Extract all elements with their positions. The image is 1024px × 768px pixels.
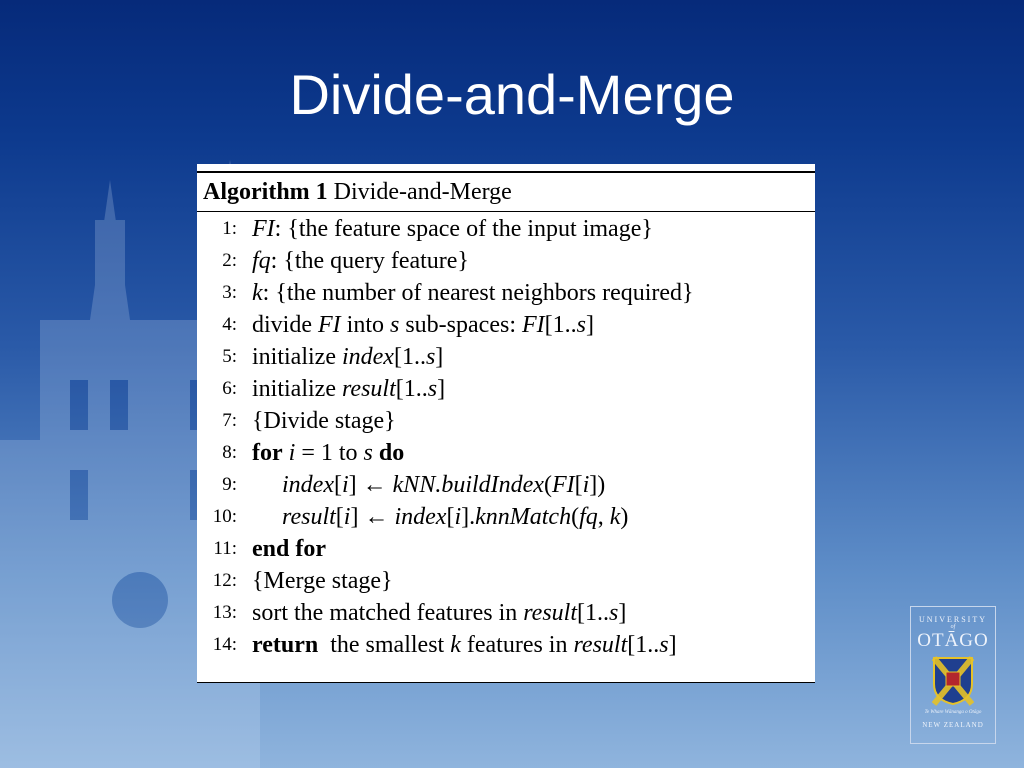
line-text: [ (333, 472, 342, 498)
line-text: {Merge stage} (252, 568, 393, 594)
algorithm-box (197, 164, 815, 683)
math-var: i (341, 472, 349, 498)
line-text: [ (574, 472, 583, 498)
line-number: 13: (212, 602, 237, 623)
algorithm-line (197, 437, 815, 469)
math-var: knnMatch (475, 504, 572, 530)
line-text: ( (543, 472, 552, 498)
math-var: result (341, 376, 396, 402)
line-text: [1.. (627, 632, 660, 658)
algorithm-line (197, 597, 815, 629)
keyword: return (252, 632, 319, 658)
line-text: ] ← (350, 504, 395, 530)
math-var: result (282, 504, 336, 530)
line-text: {Divide stage} (252, 408, 396, 434)
math-var: s (427, 376, 438, 402)
line-text: ( (571, 504, 580, 530)
line-number: 9: (222, 474, 237, 495)
algorithm-line (197, 469, 815, 501)
line-text: ]) (589, 472, 606, 498)
line-text: : {the number of nearest neighbors required} (262, 280, 694, 306)
math-var: FI (318, 312, 341, 338)
algorithm-line (197, 501, 815, 533)
line-text: initialize (252, 376, 342, 402)
math-var: k (450, 632, 461, 658)
math-var: fq (579, 504, 598, 530)
math-var: s (609, 600, 619, 626)
line-number: 10: (212, 506, 237, 527)
line-text: divide (252, 312, 318, 338)
line-number: 14: (212, 634, 237, 655)
math-var: i (343, 504, 351, 530)
math-var: result (573, 632, 628, 658)
algorithm-line (197, 629, 815, 661)
logo-university-text: UNIVERSITY (919, 615, 987, 624)
math-var: fq (252, 248, 271, 274)
algorithm-label: Algorithm 1 (203, 179, 328, 205)
math-var: FI (551, 472, 575, 498)
line-text: sort the matched features in (252, 600, 524, 626)
line-text: ] ← (348, 472, 393, 498)
line-number: 8: (222, 442, 237, 463)
line-number: 2: (222, 250, 237, 271)
math-var: k (252, 280, 263, 306)
line-text: [1.. (577, 600, 610, 626)
line-number: 11: (213, 538, 237, 559)
line-text: : {the feature space of the input image} (274, 216, 653, 242)
line-number: 6: (222, 378, 237, 399)
bottom-rule (197, 682, 815, 683)
algorithm-name: Divide-and-Merge (333, 179, 512, 205)
line-text: , (597, 504, 610, 530)
logo-tagline: Te Whare Wānanga o Otāgo (924, 710, 982, 715)
line-text: into (340, 312, 390, 338)
line-text: initialize (252, 344, 342, 370)
keyword: for (252, 440, 283, 466)
algorithm-line (197, 373, 815, 405)
line-text: = 1 to (295, 440, 364, 466)
logo-country-text: NEW ZEALAND (922, 721, 984, 729)
line-text: [ (335, 504, 344, 530)
keyword: do (378, 440, 405, 466)
line-number: 4: (222, 314, 237, 335)
slide-title: Divide-and-Merge (289, 63, 735, 126)
line-number: 3: (222, 282, 237, 303)
line-text: features in (460, 632, 574, 658)
math-var: s (363, 440, 373, 466)
math-var: i (454, 504, 462, 530)
line-text: ] (435, 344, 444, 370)
line-text: ) (620, 504, 629, 530)
line-text: ] (618, 600, 627, 626)
university-logo (910, 606, 996, 744)
line-number: 7: (222, 410, 237, 431)
algorithm-line (197, 533, 815, 565)
logo-of-text: of (950, 624, 956, 630)
line-text: [1.. (544, 312, 577, 338)
math-var: FI (521, 312, 545, 338)
math-var: index (394, 504, 447, 530)
line-text: [ (446, 504, 455, 530)
algorithm-line (197, 213, 815, 245)
math-var: s (425, 344, 436, 370)
math-var: i (582, 472, 590, 498)
algorithm-lines (197, 213, 815, 661)
line-text: [1.. (395, 376, 428, 402)
math-var: s (576, 312, 586, 338)
keyword: end for (252, 536, 326, 562)
algorithm-line (197, 277, 815, 309)
algorithm-header (197, 171, 815, 212)
line-text: ] (585, 312, 594, 338)
math-var: result (523, 600, 578, 626)
math-var: s (659, 632, 669, 658)
crest-icon (932, 656, 974, 706)
line-text: ]. (461, 504, 476, 530)
logo-otago-text: OTĀGO (917, 630, 989, 651)
math-var: index (341, 344, 394, 370)
math-var: i (288, 440, 296, 466)
algorithm-line (197, 309, 815, 341)
line-text: : {the query feature} (270, 248, 469, 274)
line-text: sub-spaces: (399, 312, 522, 338)
line-text: ] (437, 376, 446, 402)
line-text: the smallest (318, 632, 451, 658)
math-var: kNN.buildIndex (392, 472, 544, 498)
math-var: FI (252, 216, 275, 242)
line-number: 12: (212, 570, 237, 591)
math-var: index (282, 472, 334, 498)
algorithm-line (197, 245, 815, 277)
line-number: 5: (222, 346, 237, 367)
math-var: s (390, 312, 400, 338)
line-number: 1: (222, 218, 237, 239)
algorithm-line (197, 341, 815, 373)
math-var: k (609, 504, 621, 530)
line-text: [1.. (393, 344, 426, 370)
line-text: ] (668, 632, 677, 658)
algorithm-line (197, 565, 815, 597)
algorithm-line (197, 405, 815, 437)
